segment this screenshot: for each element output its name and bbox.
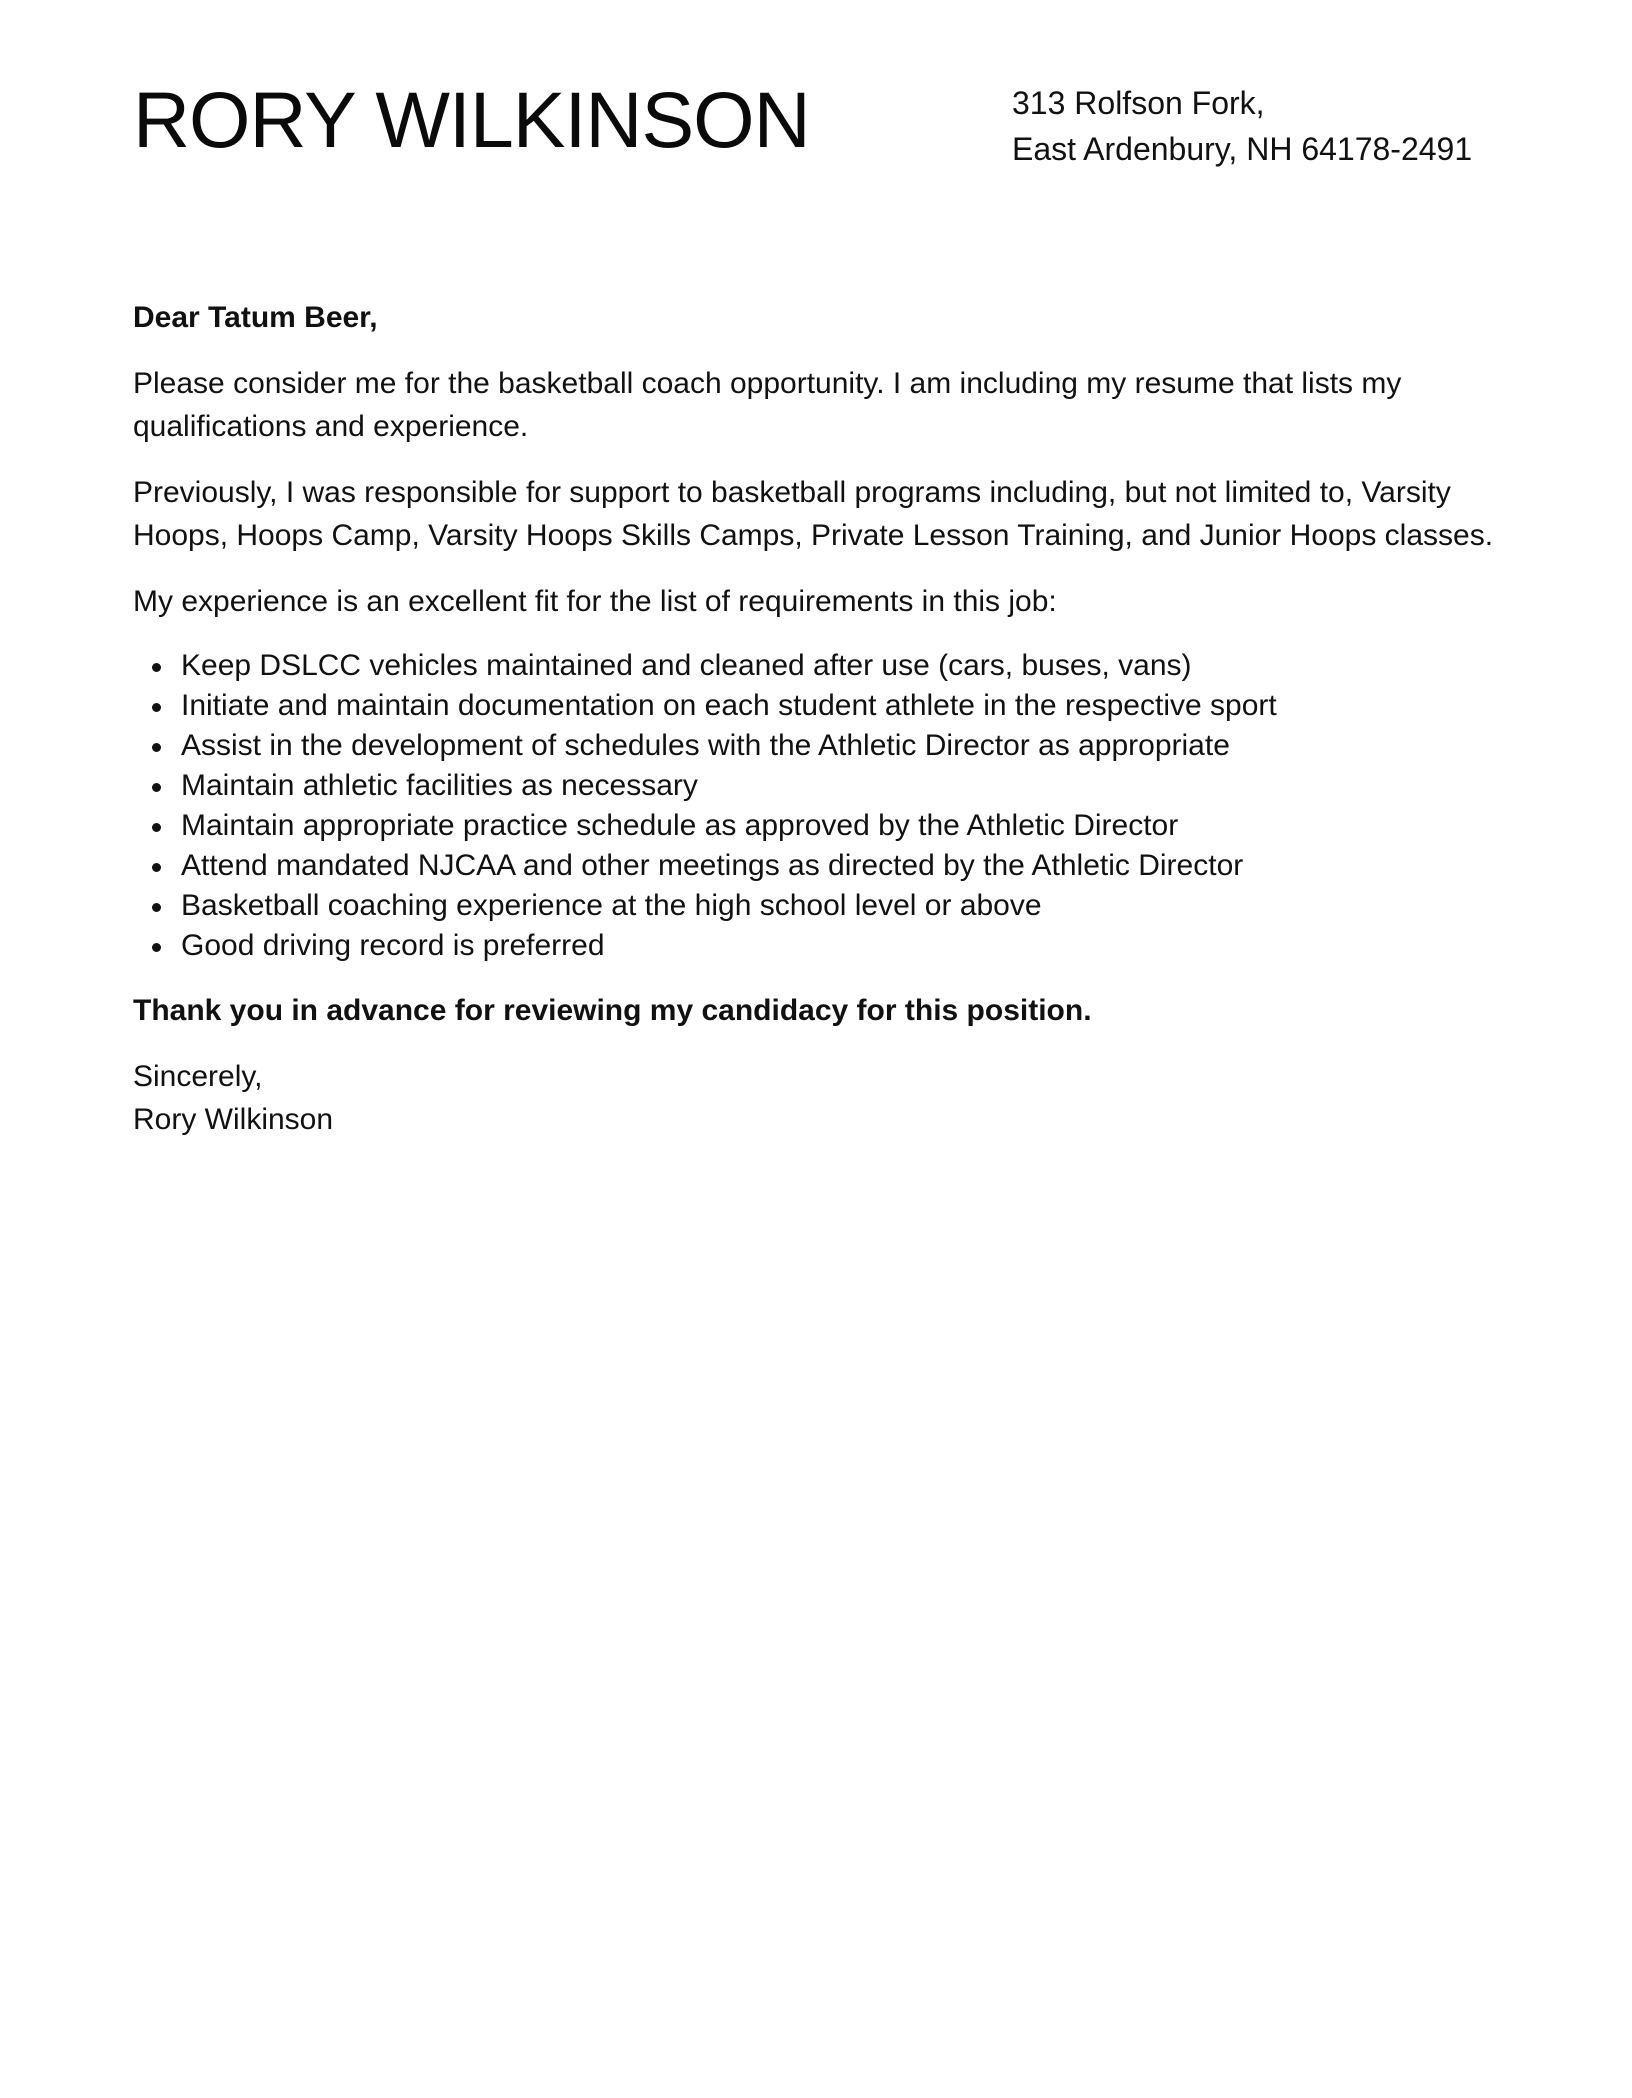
signoff-block [133,1055,1499,1141]
list-item: Initiate and maintain documentation on each student athlete in the respective sport [181,686,1499,726]
list-item: Maintain appropriate practice schedule as approved by the Athletic Director [181,806,1499,846]
requirements-list [133,646,1499,966]
intro-paragraph: Please consider me for the basketball coach opportunity. I am including my resume that lists my qualifications and experience. [133,367,1402,443]
closing-statement: Thank you in advance for reviewing my candidacy for this position. [133,994,1092,1027]
list-item: Attend mandated NJCAA and other meetings as directed by the Athletic Director [181,846,1499,886]
signature-name: Rory Wilkinson [133,1103,334,1136]
list-item: Good driving record is preferred [181,926,1499,966]
signoff: Sincerely, [133,1060,263,1093]
applicant-name: RORY WILKINSON [133,75,810,164]
list-item: Keep DSLCC vehicles maintained and cleaned after use (cars, buses, vans) [181,646,1499,686]
salutation: Dear Tatum Beer, [133,301,378,334]
list-item: Basketball coaching experience at the high school level or above [181,886,1499,926]
list-item: Assist in the development of schedules with the Athletic Director as appropriate [181,726,1499,766]
letter-body [133,296,1499,1141]
address-line-2: East Ardenbury, NH 64178-2491 [1012,131,1473,167]
list-item: Maintain athletic facilities as necessary [181,766,1499,806]
experience-paragraph: Previously, I was responsible for support to basketball programs including, but not limited to, Varsity Hoops, Hoops Camp, Varsity Hoops Skills Camps, Private Lesson Training, and Junior Hoops classes. [133,476,1494,552]
address-line-1: 313 Rolfson Fork, [1012,85,1265,121]
applicant-address [1012,80,1472,172]
requirements-intro: My experience is an excellent fit for the list of requirements in this job: [133,585,1057,618]
